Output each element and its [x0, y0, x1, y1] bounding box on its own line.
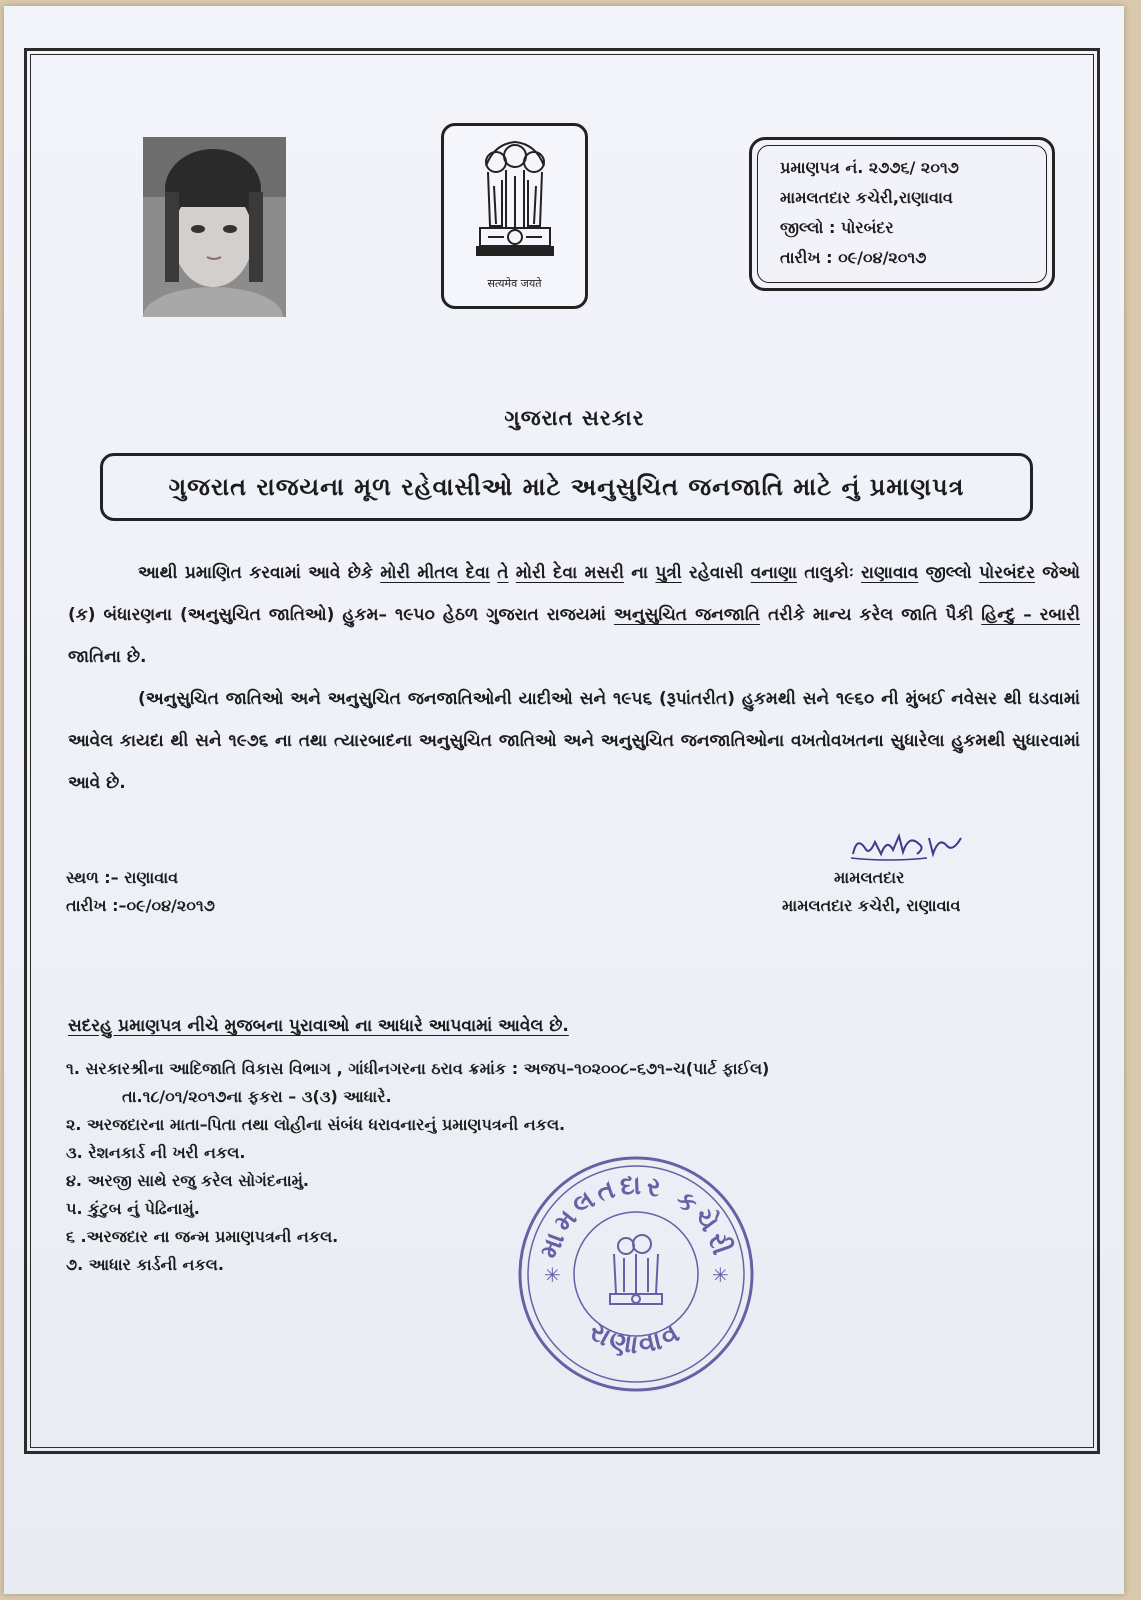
- signature-mark: [847, 828, 967, 864]
- certificate-title-text: ગુજરાત રાજયના મૂળ રહેવાસીઓ માટે અનુસુચિત જનજાતિ માટે નું પ્રમાણપત્ર: [168, 473, 965, 501]
- document-item-4: ૪. અરજી સાથે રજુ કરેલ સોગંદનામું.: [66, 1171, 310, 1190]
- p1-text-h: જેઓ (ક) બંધારણના (અનુસુચિત જાતિઓ) હુકમ– ૧૯૫૦ હેઠળ ગુજરાત રાજયમાં: [68, 563, 1081, 625]
- certificate-title: [100, 453, 1033, 521]
- p1-text-j: જાતિના છે.: [68, 647, 147, 667]
- svg-text:રાણાવાવ: [584, 1317, 688, 1361]
- applicant-photo: [143, 137, 286, 317]
- caste: હિન્દુ – રબારી: [981, 605, 1081, 625]
- p1-te: તે: [497, 563, 509, 583]
- office-seal-stamp: [516, 1154, 756, 1394]
- national-emblem-box: [441, 123, 588, 309]
- certificate-sheet: [4, 6, 1124, 1594]
- place-line: સ્થળ :– રાણાવાવ: [66, 868, 179, 887]
- p1-text-c: [509, 563, 516, 583]
- applicant-name: મોરી મીતલ દેવા: [380, 563, 490, 583]
- document-item-6: ૬ .અરજદાર ના જન્મ પ્રમાણપત્રની નકલ.: [66, 1227, 339, 1246]
- p1-text-a: આથી પ્રમાણિત કરવામાં આવે છેકે: [138, 563, 381, 583]
- document-item-1: ૧. સરકારશ્રીના આદિજાતિ વિકાસ વિભાગ , ગાંધીનગરના ઠરાવ ક્રમાંક : અજપ–૧૦૨૦૦૮–૬૭૧–ચ(પાર્ટ ફાઈલ): [66, 1059, 770, 1078]
- certificate-number: પ્રમાણપત્ર નં. ૨૭૭૬/ ૨૦૧૭: [780, 158, 959, 177]
- document-item-7: ૭. આધાર કાર્ડની નકલ.: [66, 1255, 224, 1274]
- document-item-5: ૫. કુંટુબ નું પેઢિનામું.: [66, 1199, 200, 1218]
- category: અનુસુચિત જનજાતિ: [613, 605, 760, 625]
- taluka: રાણાવાવ: [861, 563, 919, 583]
- signatory-title: મામલતદાર: [834, 868, 905, 887]
- document-item-2: ૨. અરજદારના માતા–પિતા તથા લોહીના સંબંધ ધરાવનારનું પ્રમાણપત્રની નકલ.: [66, 1115, 566, 1134]
- issue-date: તારીખ : ૦૯/૦૪/૨૦૧૭: [780, 248, 927, 267]
- p1-text-g: જીલ્લો: [918, 563, 979, 583]
- issuing-office: મામલતદાર કચેરી,રાણાવાવ: [780, 188, 953, 207]
- p1-text-i: તરીકે માન્ય કરેલ જાતિ પૈકી: [759, 605, 982, 625]
- documents-heading: સદરહુ પ્રમાણપત્ર નીચે મુજબના પુરાવાઓ ના આધારે આપવામાં આવેલ છે.: [68, 1016, 569, 1036]
- seal-emblem-icon: [610, 1235, 662, 1304]
- certificate-meta-box: [749, 137, 1055, 291]
- certification-paragraph: [68, 552, 1080, 678]
- signatory-office: મામલતદાર કચેરી, રાણાવાવ: [782, 896, 961, 915]
- svg-text:✳: ✳: [712, 1263, 729, 1287]
- village: વનાણા: [750, 563, 798, 583]
- p1-text-e: રહેવાસી: [681, 563, 751, 583]
- emblem-motto: सत्यमेव जयते: [487, 277, 542, 290]
- amendment-paragraph: (અનુસુચિત જાતિઓ અને અનુસુચિત જનજાતિઓની યાદીઓ સને ૧૯૫૬ (રૂપાંતરીત) હુકમથી સને ૧૯૬૦ ની મુંબઈ નવેસર થી ઘડવામાં આવેલ કાયદા થી સને ૧૯૭૬ ના તથા ત્યારબાદના અનુસુચિત જાતિઓ અને અનુસુચિત જનજાતિઓના વખતોવખતના સુધારેલા હુકમથી સુધારવામાં આવે છે.: [68, 689, 1080, 793]
- date-line: તારીખ :–૦૯/૦૪/૨૦૧૭: [66, 896, 215, 915]
- district: પોરબંદર: [979, 563, 1036, 583]
- document-item-1-continuation: તા.૧૮/૦૧/૨૦૧૭ના ફકરા – ૩(૩) આધારે.: [122, 1087, 392, 1106]
- svg-text:✳: ✳: [544, 1263, 561, 1287]
- seal-bottom-text: રાણાવાવ: [583, 1316, 689, 1361]
- issuing-district: જીલ્લો : પોરબંદર: [780, 218, 894, 237]
- government-heading: ગુજરાત સરકાર: [504, 406, 645, 430]
- father-name: મોરી દેવા મસરી: [515, 563, 624, 583]
- seal-top-text: મામલતદાર કચેરી: [534, 1170, 738, 1263]
- svg-text:મામલતદાર કચેરી: [534, 1171, 737, 1263]
- p1-text-f: તાલુકોઃ: [797, 563, 862, 583]
- p1-text-d: ના: [623, 563, 656, 583]
- ashoka-emblem-icon: [466, 136, 564, 276]
- relation: પુત્રી: [655, 563, 682, 583]
- document-item-3: ૩. રેશનકાર્ડ ની ખરી નકલ.: [66, 1143, 246, 1162]
